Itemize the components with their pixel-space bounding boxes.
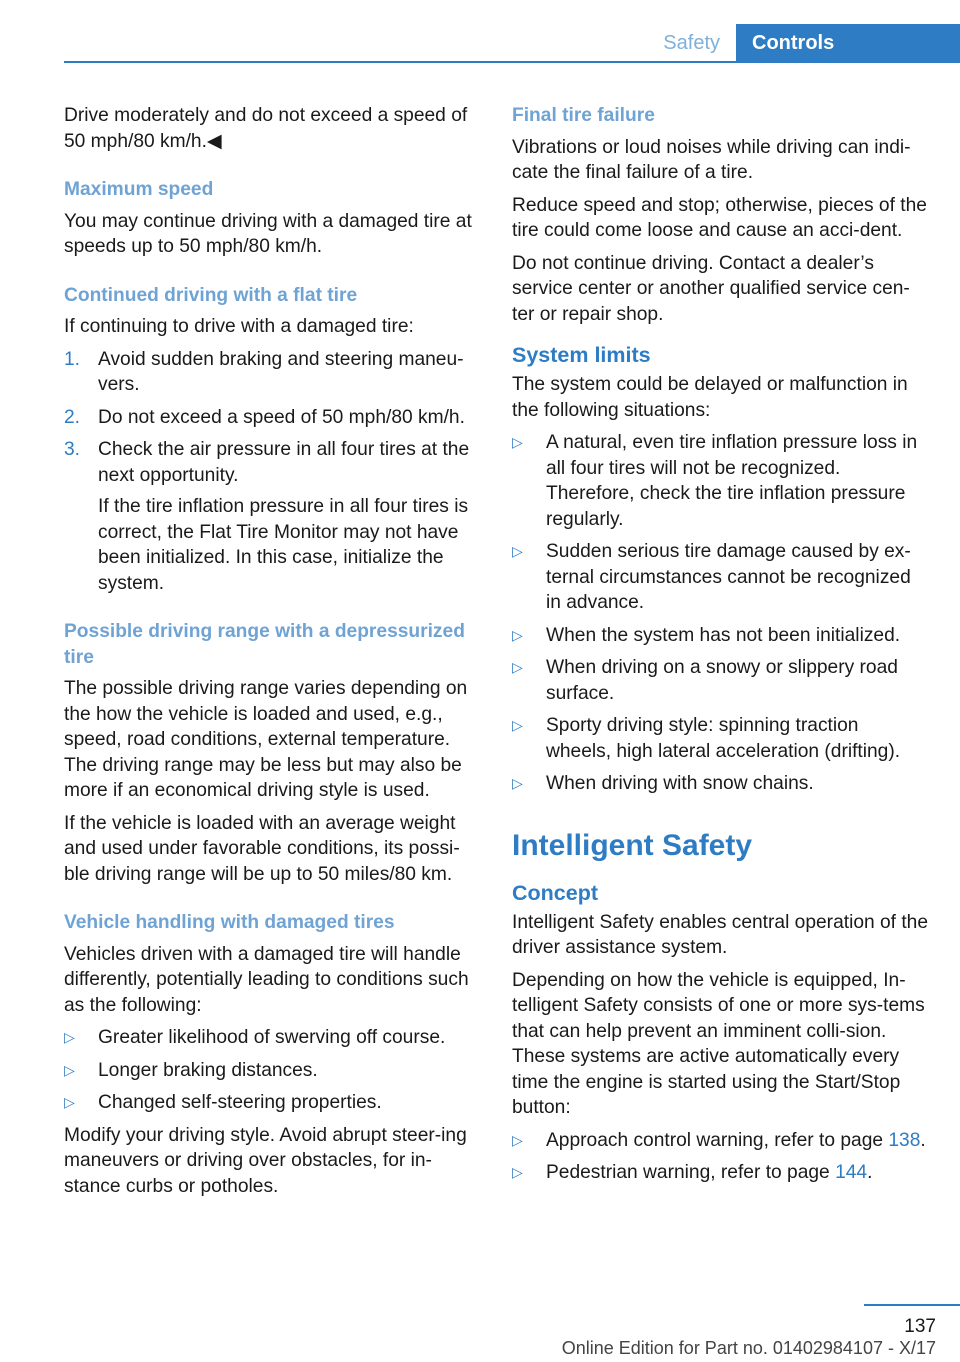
bullet-text: When driving on a snowy or slippery road surface. <box>546 657 898 704</box>
list-item <box>64 1025 480 1051</box>
concept-ref-list <box>512 1128 928 1186</box>
bullet-end: . <box>920 1129 926 1151</box>
system-limits-text: The system could be delayed or malfunction in the following situations: <box>512 374 908 421</box>
handling-text: Vehicles driven with a damaged tire will handle differently, potentially leading to conditions such as the following: <box>64 943 469 1016</box>
intro-text: Drive moderately and do not exceed a speed of 50 mph/80 km/h.◀ <box>64 105 468 152</box>
max-speed-heading: Maximum speed <box>64 179 214 200</box>
list-item <box>512 430 928 532</box>
header-section: Safety <box>663 32 720 54</box>
concept-text-2: Depending on how the vehicle is equipped, In‐telligent Safety consists of one or more sys‐tems that can help prevent an imminent colli‐sion. These systems are active automatically every time the engine is started using the Start/Stop button: <box>512 969 925 1118</box>
bullet-text: Sudden serious tire damage caused by ex‐ternal circumstances cannot be recognized in advance. <box>546 541 911 613</box>
edition-text: Online Edition for Part no. 01402984107 - X/17 <box>561 1338 936 1358</box>
triangle-bullet-icon: ▷ <box>512 775 523 791</box>
step-number: 2. <box>64 406 81 428</box>
concept-text-1: Intelligent Safety enables central operation of the driver assistance system. <box>512 911 929 958</box>
step-number: 1. <box>64 348 81 370</box>
range-text-2: If the vehicle is loaded with an average weight and used under favorable conditions, its possi‐ble driving range will be up to 50 miles/80 km. <box>64 812 460 885</box>
range-text-1: The possible driving range varies depending on the how the vehicle is loaded and used, e.g., speed, road conditions, external temperature. The driving range may be less but may also be more if an economical driving style is used. <box>64 678 468 801</box>
triangle-bullet-icon: ▷ <box>64 1061 75 1078</box>
continued-heading: Continued driving with a flat tire <box>64 284 358 306</box>
list-item <box>64 1058 480 1084</box>
max-speed-text: You may continue driving with a damaged tire at speeds up to 50 mph/80 km/h. <box>64 210 472 257</box>
continued-text: If continuing to drive with a damaged tire: <box>64 316 414 337</box>
bullet-text: Sporty driving style: spinning traction wheels, high lateral acceleration (drifting). <box>546 715 901 762</box>
handling-outro: Modify your driving style. Avoid abrupt steer‐ing maneuvers or driving over obstacles, for in‐stance curbs or potholes. <box>64 1124 467 1197</box>
list-item <box>512 623 928 649</box>
triangle-bullet-icon: ▷ <box>512 1164 523 1180</box>
bullet-text: Greater likelihood of swerving off course. <box>98 1027 446 1048</box>
left-column <box>64 103 480 1206</box>
continued-steps <box>64 347 480 597</box>
handling-list <box>64 1025 480 1116</box>
bullet-text: When driving with snow chains. <box>546 773 814 794</box>
triangle-bullet-icon: ▷ <box>512 543 523 559</box>
list-item <box>64 347 480 398</box>
list-item <box>512 539 928 616</box>
final-failure-text-1: Vibrations or loud noises while driving can indi‐cate the final failure of a tire. <box>512 136 911 183</box>
list-item <box>512 1128 928 1154</box>
handling-heading: Vehicle handling with damaged tires <box>64 912 395 933</box>
system-limits-list <box>512 430 928 797</box>
list-item <box>64 1090 480 1116</box>
list-item <box>512 771 928 797</box>
final-failure-text-3: Do not continue driving. Contact a dealer’s service center or another qualified service cen‐ter or repair shop. <box>512 252 910 325</box>
intelligent-safety-title: Intelligent Safety <box>512 828 753 862</box>
step-text: Do not exceed a speed of 50 mph/80 km/h. <box>98 406 465 428</box>
step-number: 3. <box>64 439 81 460</box>
page-link[interactable]: 144 <box>835 1162 868 1183</box>
list-item <box>512 713 928 764</box>
triangle-bullet-icon: ▷ <box>512 659 523 675</box>
step-subtext: If the tire inflation pressure in all four tires is correct, the Flat Tire Monitor may not have been initialized. In this case, initialize the system. <box>98 496 469 594</box>
header-chapter-tab: Controls <box>736 24 960 62</box>
triangle-bullet-icon: ▷ <box>512 626 523 643</box>
bullet-text: Longer braking distances. <box>98 1059 318 1081</box>
bullet-text: Approach control warning, refer to page <box>546 1129 889 1151</box>
list-item <box>64 437 480 596</box>
page-number: 137 <box>904 1316 936 1337</box>
list-item <box>512 655 928 706</box>
bullet-text: A natural, even tire inflation pressure loss in all four tires will not be recognized. Therefore, check the tire inflation pressure regularly. <box>546 432 918 530</box>
bullet-text: When the system has not been initialized. <box>546 624 901 646</box>
triangle-bullet-icon: ▷ <box>64 1094 75 1110</box>
triangle-bullet-icon: ▷ <box>64 1029 75 1045</box>
step-text: Avoid sudden braking and steering maneu‐vers. <box>98 348 464 395</box>
triangle-bullet-icon: ▷ <box>512 434 523 450</box>
triangle-bullet-icon: ▷ <box>512 717 523 733</box>
final-failure-heading: Final tire failure <box>512 105 655 126</box>
page-link[interactable]: 138 <box>888 1129 921 1151</box>
step-text: Check the air pressure in all four tires at the next opportunity. <box>98 439 470 486</box>
concept-heading: Concept <box>512 880 598 905</box>
footer-rule <box>864 1304 960 1306</box>
list-item <box>64 405 480 431</box>
right-column <box>512 103 928 1193</box>
bullet-end: . <box>867 1162 873 1183</box>
range-heading: Possible driving range with a depressurized tire <box>64 621 465 668</box>
bullet-text: Changed self-steering properties. <box>98 1092 382 1113</box>
final-failure-text-2: Reduce speed and stop; otherwise, pieces of the tire could come loose and cause an acci‐dent. <box>512 194 927 241</box>
header-rule <box>64 61 960 63</box>
list-item <box>512 1160 928 1186</box>
triangle-bullet-icon: ▷ <box>512 1131 523 1148</box>
system-limits-heading: System limits <box>512 343 651 367</box>
bullet-text: Pedestrian warning, refer to page <box>546 1162 836 1183</box>
